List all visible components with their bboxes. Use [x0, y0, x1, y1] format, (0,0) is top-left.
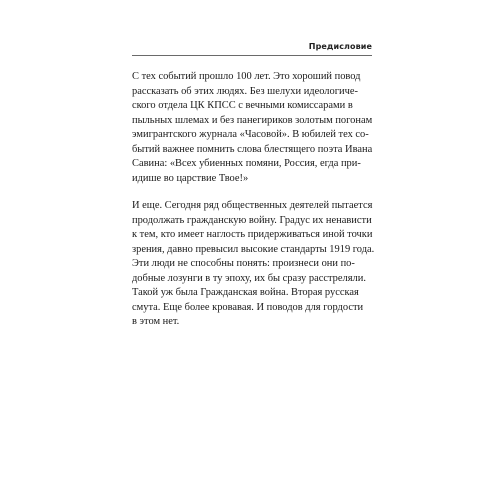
paragraph-2: [132, 199, 375, 330]
text-line: эмигрантского журнала «Часовой». В юбилей тех со-: [132, 129, 369, 140]
header-rule: [132, 55, 372, 56]
text-line: добные лозунги в ту эпоху, их бы сразу расстреляли.: [132, 272, 366, 284]
text-line: идише во царствие Твое!»: [132, 172, 249, 184]
text-line: продолжать гражданскую войну. Градус их ненависти: [132, 214, 372, 226]
text-line: рассказать об этих людях. Без шелухи идеологиче-: [132, 85, 358, 97]
text-line: пыльных шлемах и без панегириков золотым погонам: [132, 114, 373, 126]
running-title: Предисловие: [308, 42, 372, 51]
text-line: зрения, давно превысил высокие стандарты 1919 года.: [132, 243, 375, 255]
text-line: бытий важнее помнить слова блестящего поэта Ивана: [132, 143, 373, 155]
text-line: смута. Еще более кровавая. И поводов для гордости: [132, 301, 364, 313]
body-text: [132, 70, 375, 343]
text-line: ского отдела ЦК КПСС с вечными комиссарами в: [132, 100, 353, 111]
text-line: С тех событий прошло 100 лет. Это хороший повод: [132, 71, 361, 82]
text-line: Такой уж была Гражданская война. Вторая русская: [132, 287, 359, 298]
running-header: [132, 42, 372, 56]
text-line: Савина: «Всех убиенных помяни, Россия, егда при-: [132, 158, 361, 169]
text-line: к тем, кто имеет наглость придерживаться иной точки: [132, 229, 373, 240]
text-line: И еще. Сегодня ряд общественных деятелей пытается: [132, 200, 373, 211]
text-line: в этом нет.: [132, 316, 180, 327]
text-line: Эти люди не способны понять: произнеси они по-: [132, 258, 355, 269]
paragraph-1: [132, 70, 372, 186]
